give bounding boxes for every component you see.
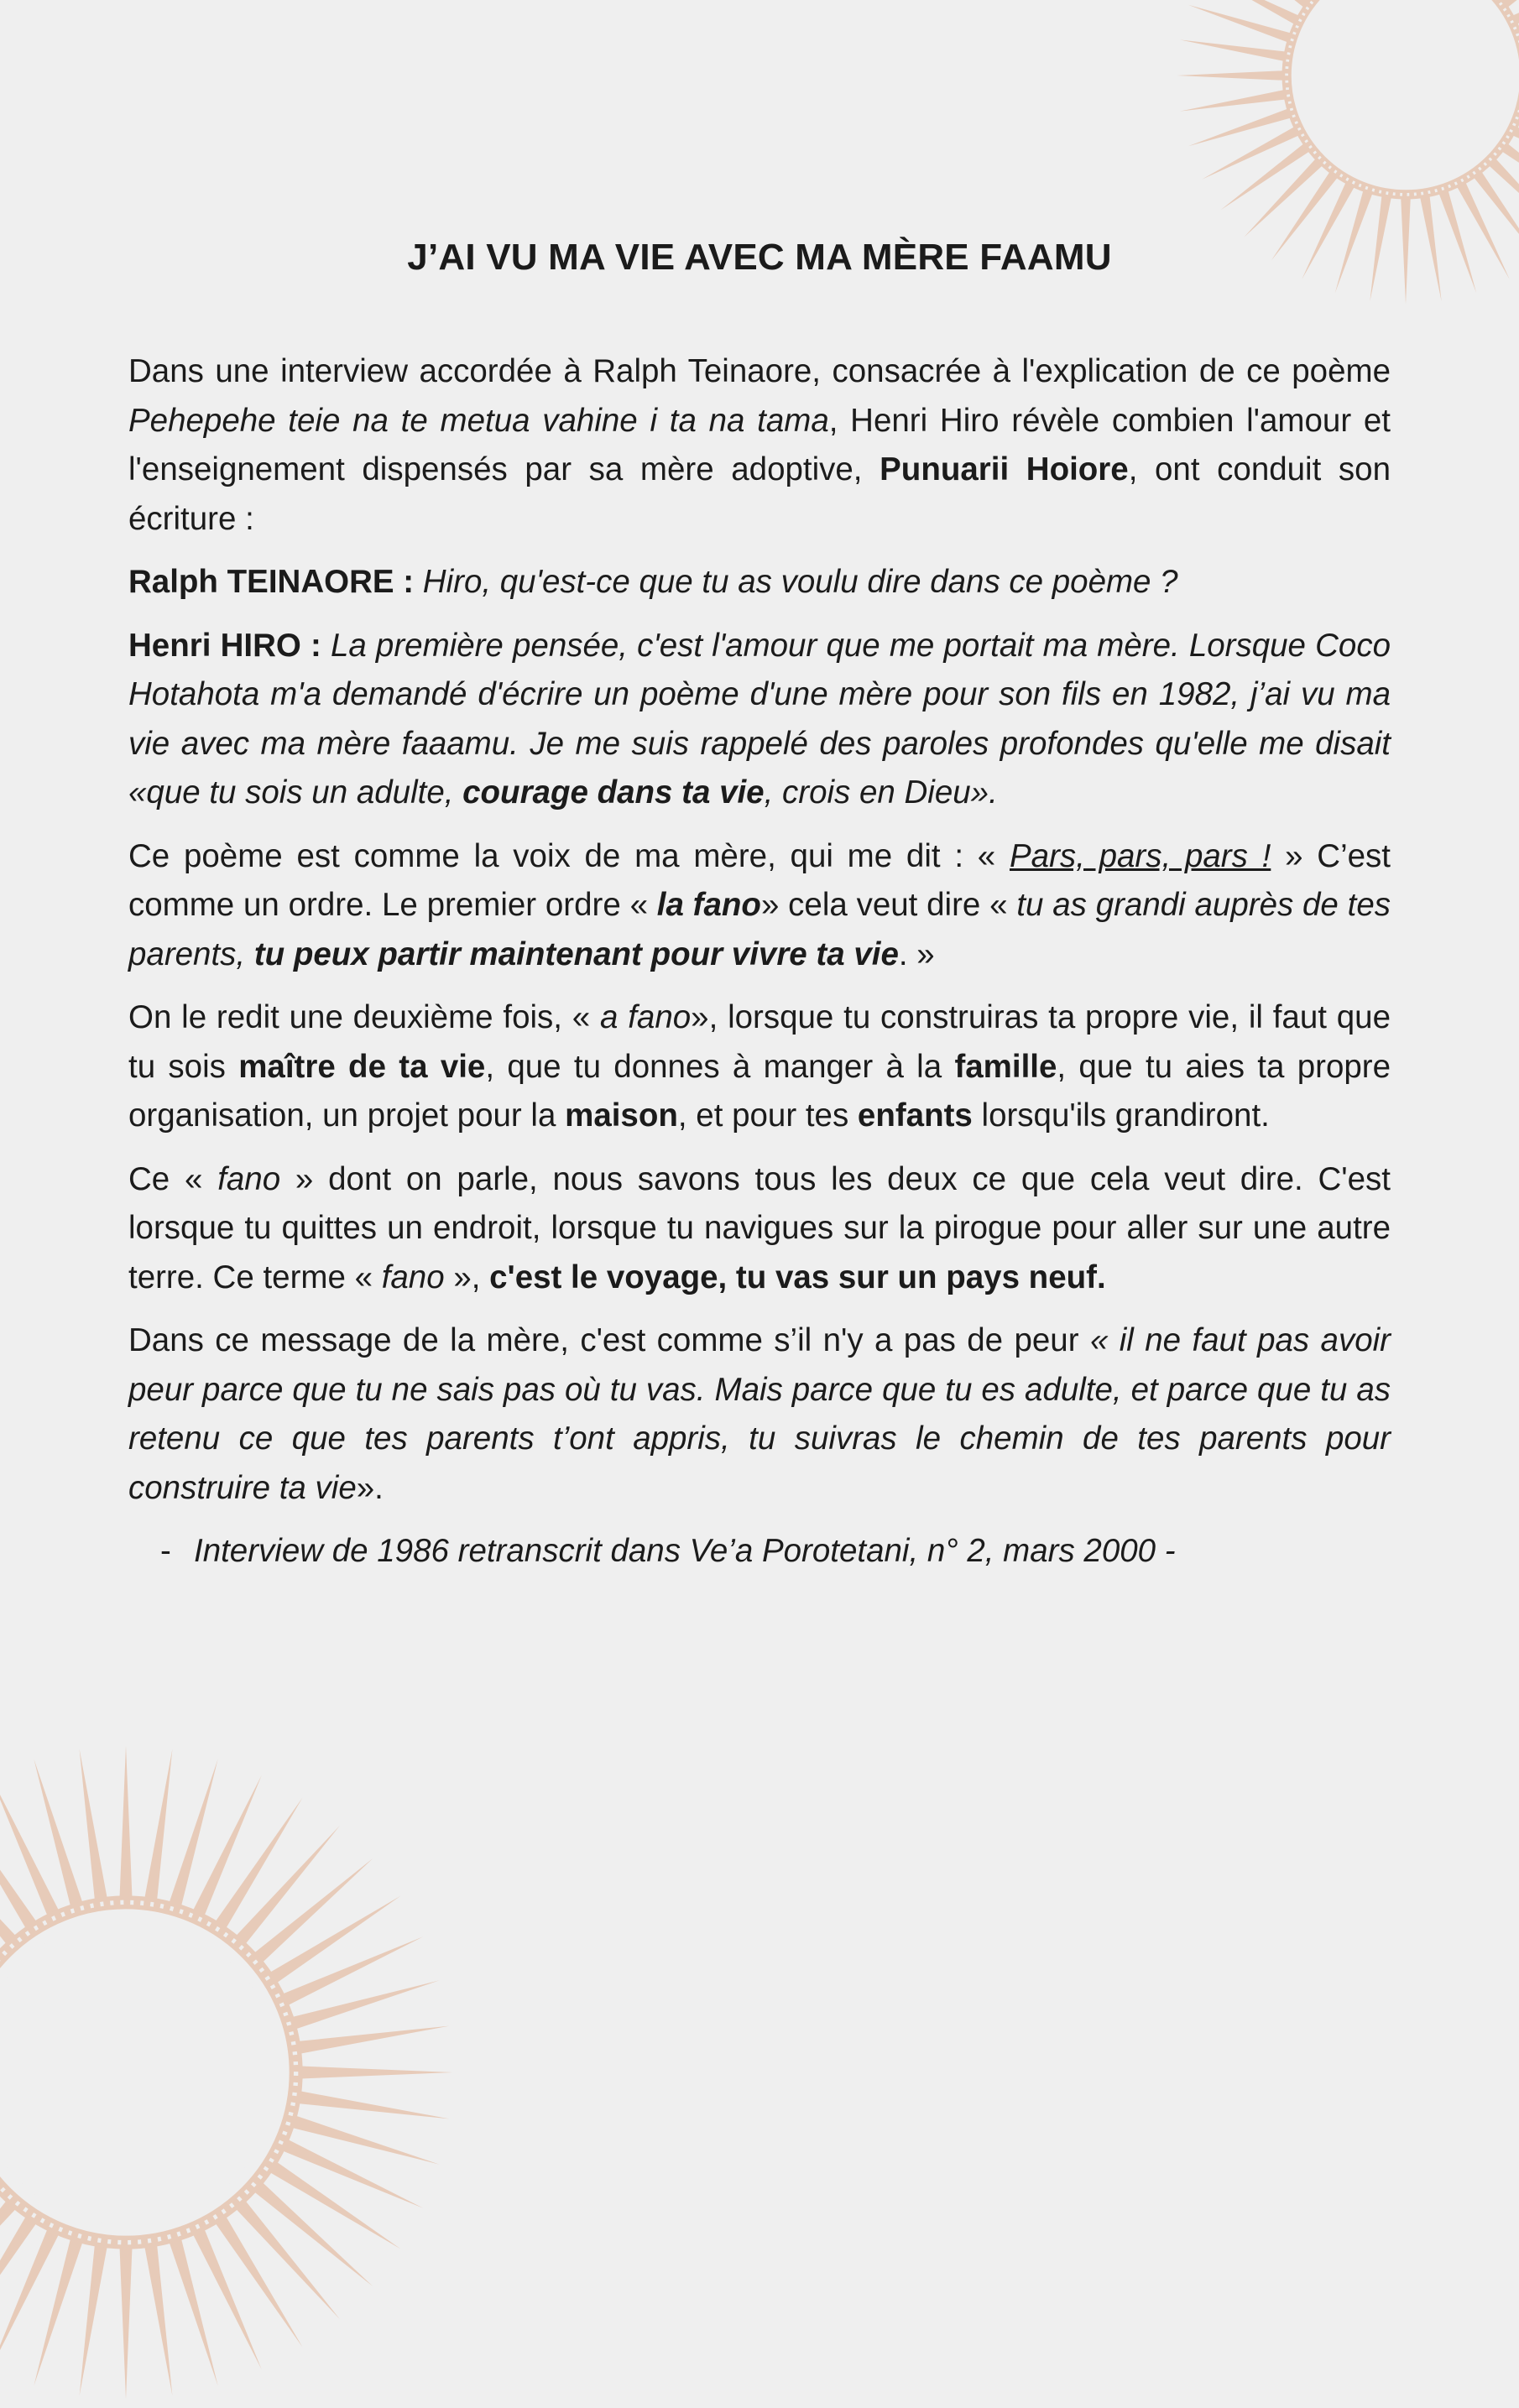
answer-3-part-4: , que tu aies ta propre organisation, un projet pour la xyxy=(128,1048,1391,1134)
answer-4-part-1: Ce « xyxy=(128,1160,218,1197)
answer-4-part-2: » dont on parle, nous savons tous les deux ce que cela veut dire. C'est lorsque tu quittes un endroit, lorsque tu navigues sur la pirogue pour aller sur une autre terre. Ce terme « xyxy=(128,1160,1391,1295)
answer-3-part-3: , que tu donnes à manger à la xyxy=(485,1048,955,1085)
answer-3-part-2: », lorsque tu construiras ta propre vie, il faut que tu sois xyxy=(128,999,1391,1085)
poem-title: Pehepehe teie na te metua vahine i ta na tama xyxy=(128,402,829,439)
document-body xyxy=(128,237,1391,1591)
answer-5-italic-1: « il ne faut pas avoir peur parce que tu ne sais pas où tu vas. Mais parce que tu es adulte, et parce que tu as retenu ce que tes parents t’ont appris, tu suivras le chemin de tes parents pour construire ta vie xyxy=(128,1322,1391,1506)
answer-paragraph-1 xyxy=(128,622,1391,818)
answer-3-bold-2: famille xyxy=(954,1048,1057,1085)
citation-dash: - xyxy=(160,1533,171,1569)
intro-text-2: , Henri Hiro révèle combien l'amour et l'enseignement dispensés par sa mère adoptive, xyxy=(128,402,1391,487)
answer-paragraph-4 xyxy=(128,1155,1391,1303)
answer-3-part-6: lorsqu'ils grandiront. xyxy=(972,1097,1270,1134)
answer-3-part-1: On le redit une deuxième fois, « xyxy=(128,999,600,1035)
intro-paragraph xyxy=(128,347,1391,544)
answer-2-part-3: » cela veut dire « xyxy=(760,887,1017,923)
answer-3-part-5: , et pour tes xyxy=(677,1097,858,1134)
answer-2-part-4: . » xyxy=(898,936,935,972)
answer-3-bold-4: enfants xyxy=(857,1097,973,1134)
answer-2-bold-1: la fano xyxy=(656,887,761,923)
answer-1-bold-1: courage dans ta vie xyxy=(462,774,765,810)
answer-4-italic-1: fano xyxy=(217,1160,281,1197)
answer-2-bold-2: tu peux partir maintenant pour vivre ta vie xyxy=(253,936,899,972)
question-paragraph xyxy=(128,558,1391,607)
answer-3-bold-3: maison xyxy=(565,1097,678,1134)
question-text: Hiro, qu'est-ce que tu as voulu dire dans ce poème ? xyxy=(414,564,1178,600)
intro-text-3: , ont conduit son écriture : xyxy=(128,451,1391,537)
source-citation xyxy=(128,1527,1391,1577)
sun-ornament-bottom-left xyxy=(0,1737,462,2408)
answer-paragraph-2 xyxy=(128,832,1391,980)
answer-4-italic-2: fano xyxy=(381,1259,445,1295)
citation-text: Interview de 1986 retranscrit dans Ve’a Porotetani, n° 2, mars 2000 - xyxy=(194,1533,1176,1569)
intro-text-1: Dans une interview accordée à Ralph Teinaore, consacrée à l'explication de ce poème xyxy=(128,353,1391,389)
answer-5-part-1: Dans ce message de la mère, c'est comme s’il n'y a pas de peur xyxy=(128,1322,1090,1358)
answer-paragraph-5 xyxy=(128,1316,1391,1513)
interviewee-name: Henri HIRO : xyxy=(128,627,321,664)
page-title: J’AI VU MA VIE AVEC MA MÈRE FAAMU xyxy=(407,237,1112,278)
answer-3-bold-1: maître de ta vie xyxy=(238,1048,486,1085)
answer-2-part-1: Ce poème est comme la voix de ma mère, qui me dit : « xyxy=(128,837,1010,874)
mother-name: Punuarii Hoiore xyxy=(880,451,1129,487)
answer-paragraph-3 xyxy=(128,993,1391,1141)
answer-3-italic-1: a fano xyxy=(600,999,692,1035)
answer-2-italic-1: tu as grandi auprès de tes parents, xyxy=(128,887,1391,972)
answer-4-part-3: », xyxy=(444,1259,490,1295)
answer-4-bold-1: c'est le voyage, tu vas sur un pays neuf. xyxy=(489,1259,1106,1295)
answer-2-underlined: Pars, pars, pars ! xyxy=(1009,837,1271,874)
answer-1-part-1: La première pensée, c'est l'amour que me portait ma mère. Lorsque Coco Hotahota m'a demandé d'écrire un poème d'une mère pour son fils en 1982, j’ai vu ma vie avec ma mère faaamu. Je me suis rappelé des paroles profondes qu'elle me disait «que tu sois un adulte, xyxy=(128,627,1391,810)
answer-2-part-2: » C’est comme un ordre. Le premier ordre « xyxy=(128,837,1391,923)
interviewer-name: Ralph TEINAORE : xyxy=(128,564,415,600)
answer-5-part-2: ». xyxy=(356,1469,384,1506)
answer-1-part-2: , crois en Dieu». xyxy=(764,774,998,810)
